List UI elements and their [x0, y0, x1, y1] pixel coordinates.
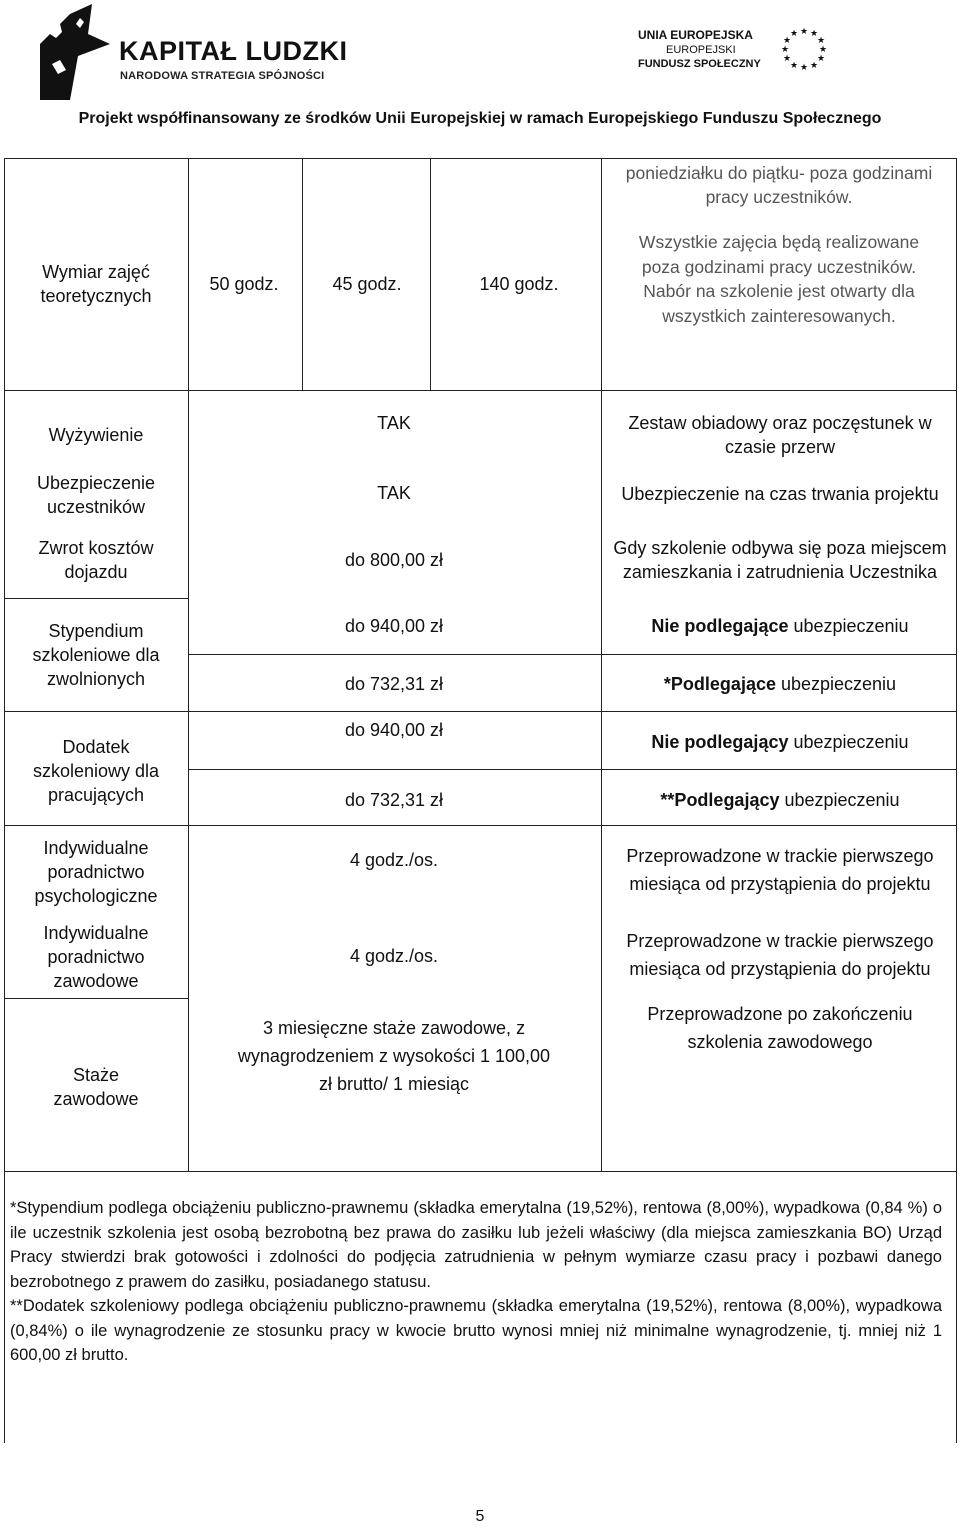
footnote-stipend: *Stypendium podlega obciążeniu publiczno-prawnemu (składka emerytalna (19,52%), rentowa (8,00%), wypadkowa (0,84 %) o ile uczestnik szkolenia jest osobą bezrobotną bez prawa do zasiłku lub jeżeli właściwy (dla miejsca zamieszkania BO) Urząd Pracy stwierdzi brak gotowości i zdolności do podjęcia zatrudnienia w pełnym wymiarze czasu pracy i pozbawi danego bezrobotnego z prawem do zasiłku, posiadanego statusu. [10, 1199, 942, 1291]
catering-note: Zestaw obiadowy oraz poczęstunek w czasie przerw [628, 413, 932, 457]
career-note: Przeprowadzone w trackie pierwszego miesiąca od przystąpienia do projektu [626, 931, 934, 979]
stipend-note-2-rest: ubezpieczeniu [775, 674, 897, 694]
theory-note-top: poniedziałku do piątku- poza godzinami pracy uczestników. [625, 162, 933, 207]
internship-label: Staże zawodowe [53, 1065, 139, 1109]
svg-text:★: ★ [800, 63, 809, 72]
svg-text:★: ★ [810, 61, 819, 71]
theory-hours-1: 50 godz. [209, 274, 279, 294]
psych-label: Indywidualne poradnictwo psychologiczne [34, 838, 158, 906]
svg-text:★: ★ [800, 27, 809, 37]
travel-value: do 800,00 zł [344, 550, 444, 570]
kapital-ludzki-title: KAPITAŁ LUDZKI [119, 36, 348, 66]
psych-note: Przeprowadzone w trackie pierwszego miesiąca od przystąpienia do projektu [626, 846, 934, 894]
eu-stars-icon [773, 24, 835, 72]
theory-label: Wymiar zajęć teoretycznych [40, 262, 152, 306]
internship-note: Przeprowadzone po zakończeniu szkolenia zawodowego [647, 1004, 913, 1052]
stipend-value-1: do 940,00 zł [344, 616, 444, 636]
svg-text:★: ★ [817, 54, 826, 64]
project-cofinancing-line: Projekt współfinansowany ze środków Unii Europejskiej w ramach Europejskiego Funduszu Społecznego [78, 110, 882, 127]
svg-text:★: ★ [790, 29, 799, 39]
allowance-note-1-bold: Nie podlegający [651, 732, 789, 752]
insurance-value: TAK [377, 483, 411, 503]
svg-text:★: ★ [810, 29, 819, 39]
catering-label: Wyżywienie [48, 425, 144, 445]
kapital-ludzki-subtitle: NARODOWA STRATEGIA SPÓJNOŚCI [120, 70, 325, 82]
eu-line-3: FUNDUSZ SPOŁECZNY [638, 58, 761, 70]
kapital-ludzki-logo [30, 4, 370, 104]
svg-text:★: ★ [790, 61, 799, 71]
svg-text:★: ★ [783, 54, 792, 64]
svg-text:★: ★ [819, 45, 828, 55]
stipend-note-1-rest: ubezpieczeniu [788, 616, 909, 636]
catering-value: TAK [377, 413, 411, 433]
insurance-label: Ubezpieczenie uczestników [36, 473, 156, 517]
svg-text:★: ★ [817, 36, 826, 46]
allowance-note-2 [610, 787, 950, 813]
allowance-note-2-rest: ubezpieczeniu [779, 790, 900, 810]
theory-note-main: Wszystkie zajęcia będą realizowane poza godzinami pracy uczestników. Nabór na szkolenie jest otwarty dla wszystkich zainteresowanych. [638, 232, 920, 326]
stipend-label: Stypendium szkoleniowe dla zwolnionych [32, 621, 160, 689]
internship-value: 3 miesięczne staże zawodowe, z wynagrodzeniem z wysokości 1 100,00 zł brutto/ 1 miesiąc [237, 1018, 551, 1094]
travel-note: Gdy szkolenie odbywa się poza miejscem zamieszkania i zatrudnienia Uczestnika [613, 538, 947, 582]
insurance-note: Ubezpieczenie na czas trwania projektu [621, 484, 939, 504]
career-value: 4 godz./os. [349, 946, 439, 966]
theory-hours-2: 45 godz. [332, 274, 402, 294]
svg-text:★: ★ [781, 45, 790, 55]
theory-hours-3: 140 godz. [479, 274, 559, 294]
page-number: 5 [475, 1508, 485, 1525]
eu-logo [638, 24, 838, 84]
stipend-note-2-bold: *Podlegające [663, 674, 776, 694]
allowance-note-1-rest: ubezpieczeniu [788, 732, 909, 752]
career-label: Indywidualne poradnictwo zawodowe [43, 923, 149, 991]
eu-line-2: EUROPEJSKI [666, 44, 736, 56]
footnotes [10, 1196, 942, 1368]
travel-label: Zwrot kosztów dojazdu [38, 538, 154, 582]
eu-line-1: UNIA EUROPEJSKA [638, 28, 753, 42]
psych-value: 4 godz./os. [349, 850, 439, 870]
allowance-note-1 [610, 729, 950, 755]
stipend-note-1 [610, 613, 950, 639]
allowance-note-2-bold: **Podlegający [660, 790, 780, 810]
stipend-value-2: do 732,31 zł [344, 674, 444, 694]
allowance-value-2: do 732,31 zł [344, 790, 444, 810]
footnote-allowance: **Dodatek szkoleniowy podlega obciążeniu publiczno-prawnemu (składka emerytalna (19,52%), rentowa (8,00%), wypadkowa (0,84%) o ile wynagrodzenie ze stosunku pracy w kwocie brutto wynosi mniej niż minimalne wynagrodzenie, tj. mniej niż 1 600,00 zł brutto. [10, 1297, 942, 1364]
kapital-ludzki-emblem-icon [30, 4, 110, 100]
svg-text:★: ★ [783, 36, 792, 46]
allowance-label: Dodatek szkoleniowy dla pracujących [32, 737, 160, 805]
stipend-note-2 [610, 671, 950, 697]
stipend-note-1-bold: Nie podlegające [651, 616, 789, 636]
allowance-value-1: do 940,00 zł [344, 720, 444, 740]
